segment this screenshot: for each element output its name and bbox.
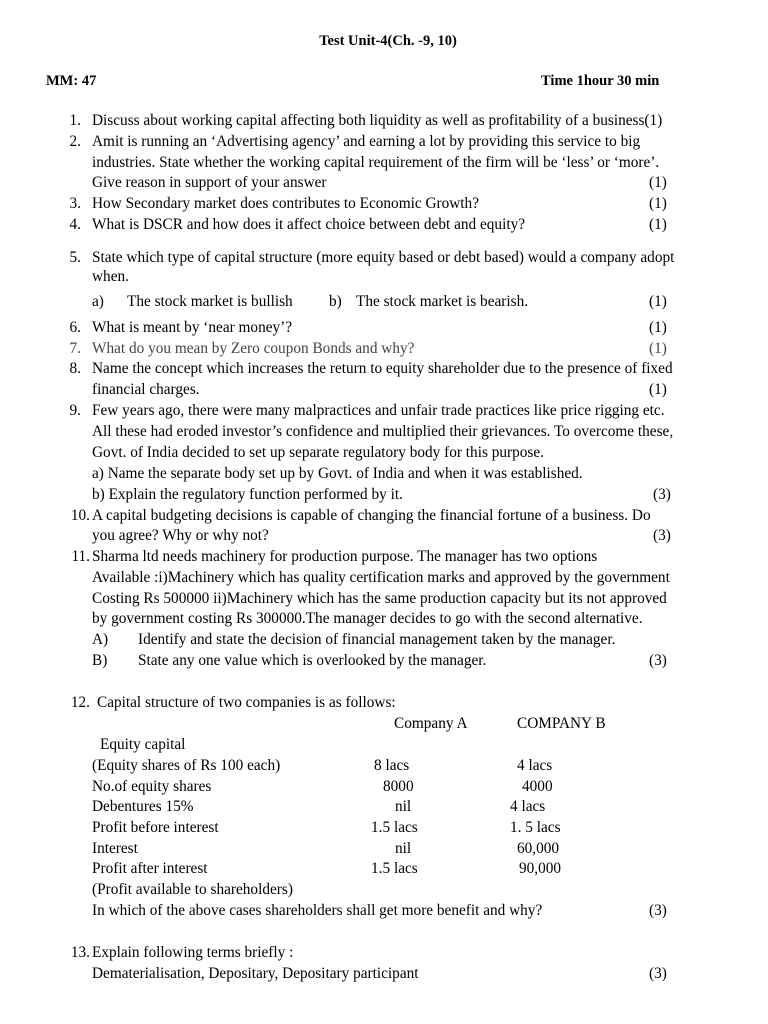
question-number: 8. (69, 360, 81, 377)
company-b-value: 60,000 (517, 840, 560, 857)
question-text: What is DSCR and how does it affect choice between debt and equity? (92, 216, 526, 233)
question-number: 3. (69, 195, 81, 212)
question-text: In which of the above cases shareholders shall get more benefit and why? (92, 902, 543, 919)
question-text: What do you mean by Zero coupon Bonds and why? (92, 340, 415, 357)
question-marks: (1) (649, 293, 667, 310)
question-marks: (1) (649, 381, 667, 398)
company-a-value: 8 lacs (374, 757, 410, 774)
question-marks: (1) (649, 195, 667, 212)
row-label: Debentures 15% (92, 798, 194, 815)
row-label: Profit after interest (92, 860, 208, 877)
question-marks: (3) (649, 965, 667, 982)
sub-question-b: State any one value which is overlooked by the manager. (138, 652, 487, 669)
question-text: State which type of capital structure (more equity based or debt based) would a company adopt (92, 249, 675, 266)
question-text: Give reason in support of your answer (92, 174, 327, 191)
question-text: How Secondary market does contributes to Economic Growth? (92, 195, 479, 212)
company-b-value: 4 lacs (510, 798, 546, 815)
row-label: (Equity shares of Rs 100 each) (92, 757, 281, 774)
question-text: Amit is running an ‘Advertising agency’ and earning a lot by providing this service to big (92, 133, 641, 150)
column-header-company-a: Company A (394, 715, 468, 732)
question-number: 7. (69, 340, 81, 357)
question-text: you agree? Why or why not? (92, 527, 269, 544)
question-number: 2. (69, 133, 81, 150)
question-text: Few years ago, there were many malpractices and unfair trade practices like price rigging etc. (92, 402, 665, 419)
question-text: Discuss about working capital affecting both liquidity as well as profitability of a business(1) (92, 112, 663, 129)
question-marks: (3) (649, 902, 667, 919)
company-a-value: nil (395, 840, 412, 857)
question-text: Costing Rs 500000 ii)Machinery which has the same production capacity but its not approved (92, 590, 667, 607)
time-allowed: Time 1hour 30 min (541, 73, 660, 89)
section-label: Equity capital (100, 736, 186, 753)
question-number: 5. (69, 249, 81, 266)
question-marks: (1) (649, 340, 667, 357)
question-marks: (1) (649, 319, 667, 336)
question-text: Available :i)Machinery which has quality certification marks and approved by the government (92, 569, 670, 586)
question-text: Sharma ltd needs machinery for production purpose. The manager has two options (92, 548, 598, 565)
question-text: b) Explain the regulatory function performed by it. (92, 486, 403, 503)
question-text: financial charges. (92, 381, 200, 398)
question-text: a) Name the separate body set up by Govt. of India and when it was established. (92, 465, 583, 482)
sub-question-b: The stock market is bearish. (356, 293, 529, 310)
company-b-value: 1. 5 lacs (510, 819, 561, 836)
question-marks: (3) (649, 652, 667, 669)
sub-label-b: b) (329, 293, 342, 310)
sub-label-b: B) (92, 652, 108, 669)
company-a-value: 1.5 lacs (371, 819, 418, 836)
question-text: Govt. of India decided to set up separate regulatory body for this purpose. (92, 444, 544, 461)
sub-question-a: The stock market is bullish (127, 293, 293, 310)
company-b-value: 90,000 (519, 860, 562, 877)
company-b-value: 4 lacs (517, 757, 553, 774)
company-a-value: nil (395, 798, 412, 815)
question-marks: (3) (653, 527, 671, 544)
question-text: when. (92, 268, 129, 285)
row-label: Profit before interest (92, 819, 219, 836)
question-text: All these had eroded investor’s confidence and multiplied their grievances. To overcome these, (92, 423, 674, 440)
row-label: No.of equity shares (92, 778, 212, 795)
question-text: Name the concept which increases the return to equity shareholder due to the presence of fixed (92, 360, 673, 377)
column-header-company-b: COMPANY B (517, 715, 606, 732)
max-marks: MM: 47 (46, 73, 97, 89)
question-marks: (3) (653, 486, 671, 503)
question-number: 12. (70, 694, 90, 711)
sub-label-a: a) (92, 293, 104, 310)
sub-question-a: Identify and state the decision of financial management taken by the manager. (138, 631, 616, 648)
question-text: What is meant by ‘near money’? (92, 319, 293, 336)
company-b-value: 4000 (522, 778, 553, 795)
question-marks: (1) (649, 216, 667, 233)
table-note: (Profit available to shareholders) (92, 881, 293, 898)
sub-label-a: A) (92, 631, 109, 648)
question-text: Explain following terms briefly : (92, 944, 294, 961)
company-a-value: 8000 (383, 778, 414, 795)
row-label: Interest (92, 840, 138, 857)
question-text: industries. State whether the working capital requirement of the firm will be ‘less’ or ‘more’. (92, 154, 660, 171)
question-number: 9. (69, 402, 81, 419)
question-text: Dematerialisation, Depositary, Depositary participant (92, 965, 419, 982)
question-number: 13. (70, 944, 90, 961)
question-text: A capital budgeting decisions is capable of changing the financial fortune of a business. Do (92, 507, 651, 524)
question-number: 11. (71, 548, 90, 565)
company-a-value: 1.5 lacs (371, 860, 418, 877)
question-number: 10. (70, 507, 90, 524)
page-title: Test Unit-4(Ch. -9, 10) (319, 33, 457, 49)
question-text: Capital structure of two companies is as follows: (97, 694, 396, 711)
question-number: 4. (69, 216, 81, 233)
question-number: 1. (69, 112, 81, 129)
question-text: by government costing Rs 300000.The manager decides to go with the second alternative. (92, 610, 643, 627)
question-number: 6. (69, 319, 81, 336)
question-marks: (1) (649, 174, 667, 191)
